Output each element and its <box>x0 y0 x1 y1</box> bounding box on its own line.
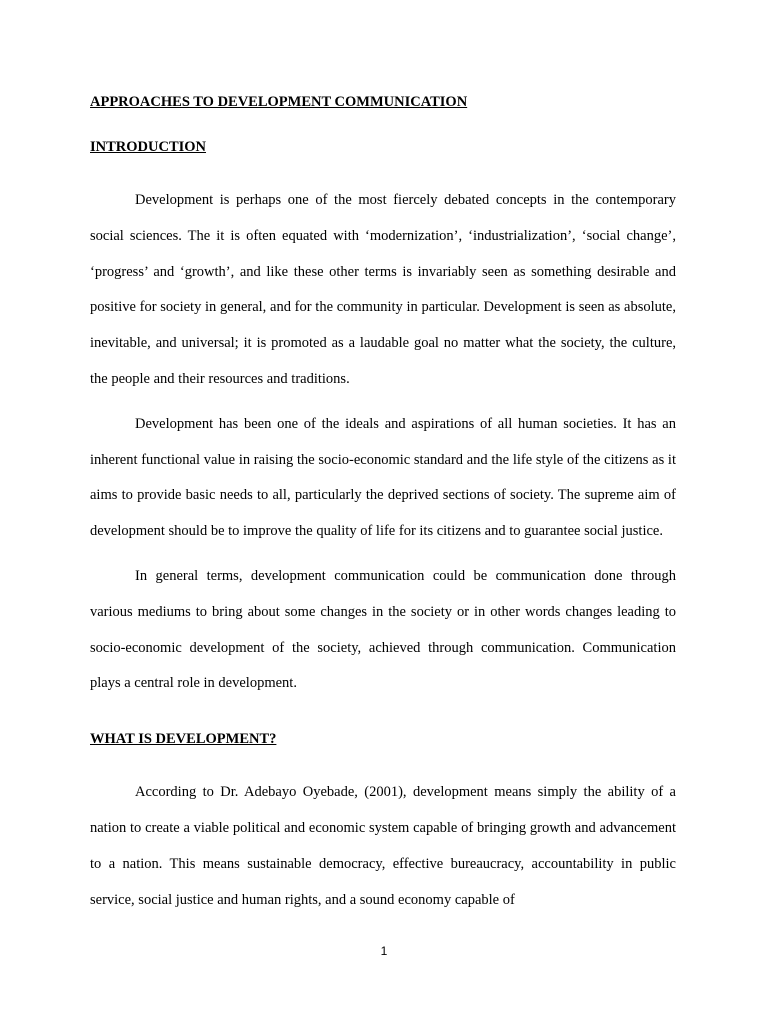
paragraph: Development has been one of the ideals and aspirations of all human societies. It has an inherent functional value in raising the socio-economic standard and the life style of the citizens as it aims to provide basic needs to all, particularly the deprived sections of society. The supreme aim of development should be to improve the quality of life for its citizens and to guarantee social justice. <box>90 415 676 540</box>
section-heading-what-is-development: WHAT IS DEVELOPMENT? <box>90 731 277 748</box>
paragraph: In general terms, development communication could be communication done through various mediums to bring about some changes in the society or in other words changes leading to socio-economic development of the society, achieved through communication. Communication plays a central role in development. <box>90 567 676 692</box>
page-content <box>90 92 676 918</box>
paragraph: Development is perhaps one of the most fiercely debated concepts in the contemporary social sciences. The it is often equated with ‘modernization’, ‘industrialization’, ‘social change’, ‘progress’ and ‘growth’, and like these other terms is invariably seen as something desirable and positive for society in general, and for the community in particular. Development is seen as absolute, inevitable, and universal; it is promoted as a laudable goal no matter what the society, the culture, the people and their resources and traditions. <box>90 192 676 387</box>
page-number: 1 <box>380 944 388 958</box>
paragraph: According to Dr. Adebayo Oyebade, (2001), development means simply the ability of a nation to create a viable political and economic system capable of bringing growth and advancement to a nation. This means sustainable democracy, effective bureaucracy, accountability in public service, social justice and human rights, and a sound economy capable of <box>90 784 676 908</box>
document-title: APPROACHES TO DEVELOPMENT COMMUNICATION <box>90 94 468 110</box>
section-heading-introduction: INTRODUCTION <box>90 139 207 155</box>
